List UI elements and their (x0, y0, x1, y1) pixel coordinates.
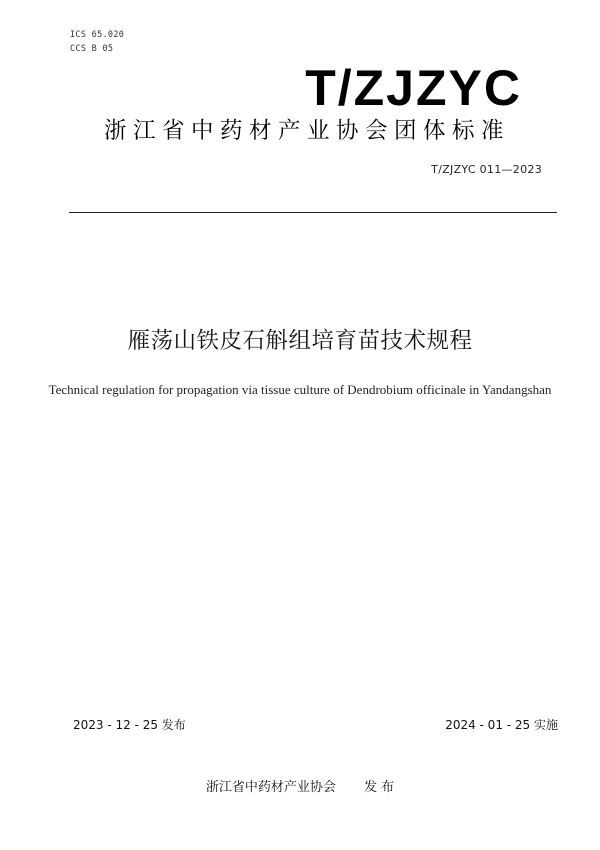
organization-standard-heading: 浙江省中药材产业协会团体标准 (103, 118, 510, 144)
publisher-action: 发 布 (363, 780, 395, 795)
document-title-chinese: 雁荡山铁皮石斛组培育苗技术规程 (127, 328, 473, 354)
ics-code: ICS 65.020 (70, 30, 125, 40)
header-divider (69, 212, 557, 213)
ccs-code: CCS B 05 (70, 44, 114, 54)
issue-date: 2023 - 12 - 25 发布 (73, 718, 186, 732)
standard-number: T/ZJZYC 011—2023 (431, 163, 542, 176)
publisher-line (0, 776, 600, 795)
implementation-date: 2024 - 01 - 25 实施 (445, 718, 558, 732)
standard-brand-mark: T/ZJZYC (305, 60, 522, 116)
document-title-english: Technical regulation for propagation via tissue culture of Dendrobium officinale in Yandangshan (48, 382, 552, 397)
publisher-name: 浙江省中药材产业协会 (205, 780, 336, 795)
